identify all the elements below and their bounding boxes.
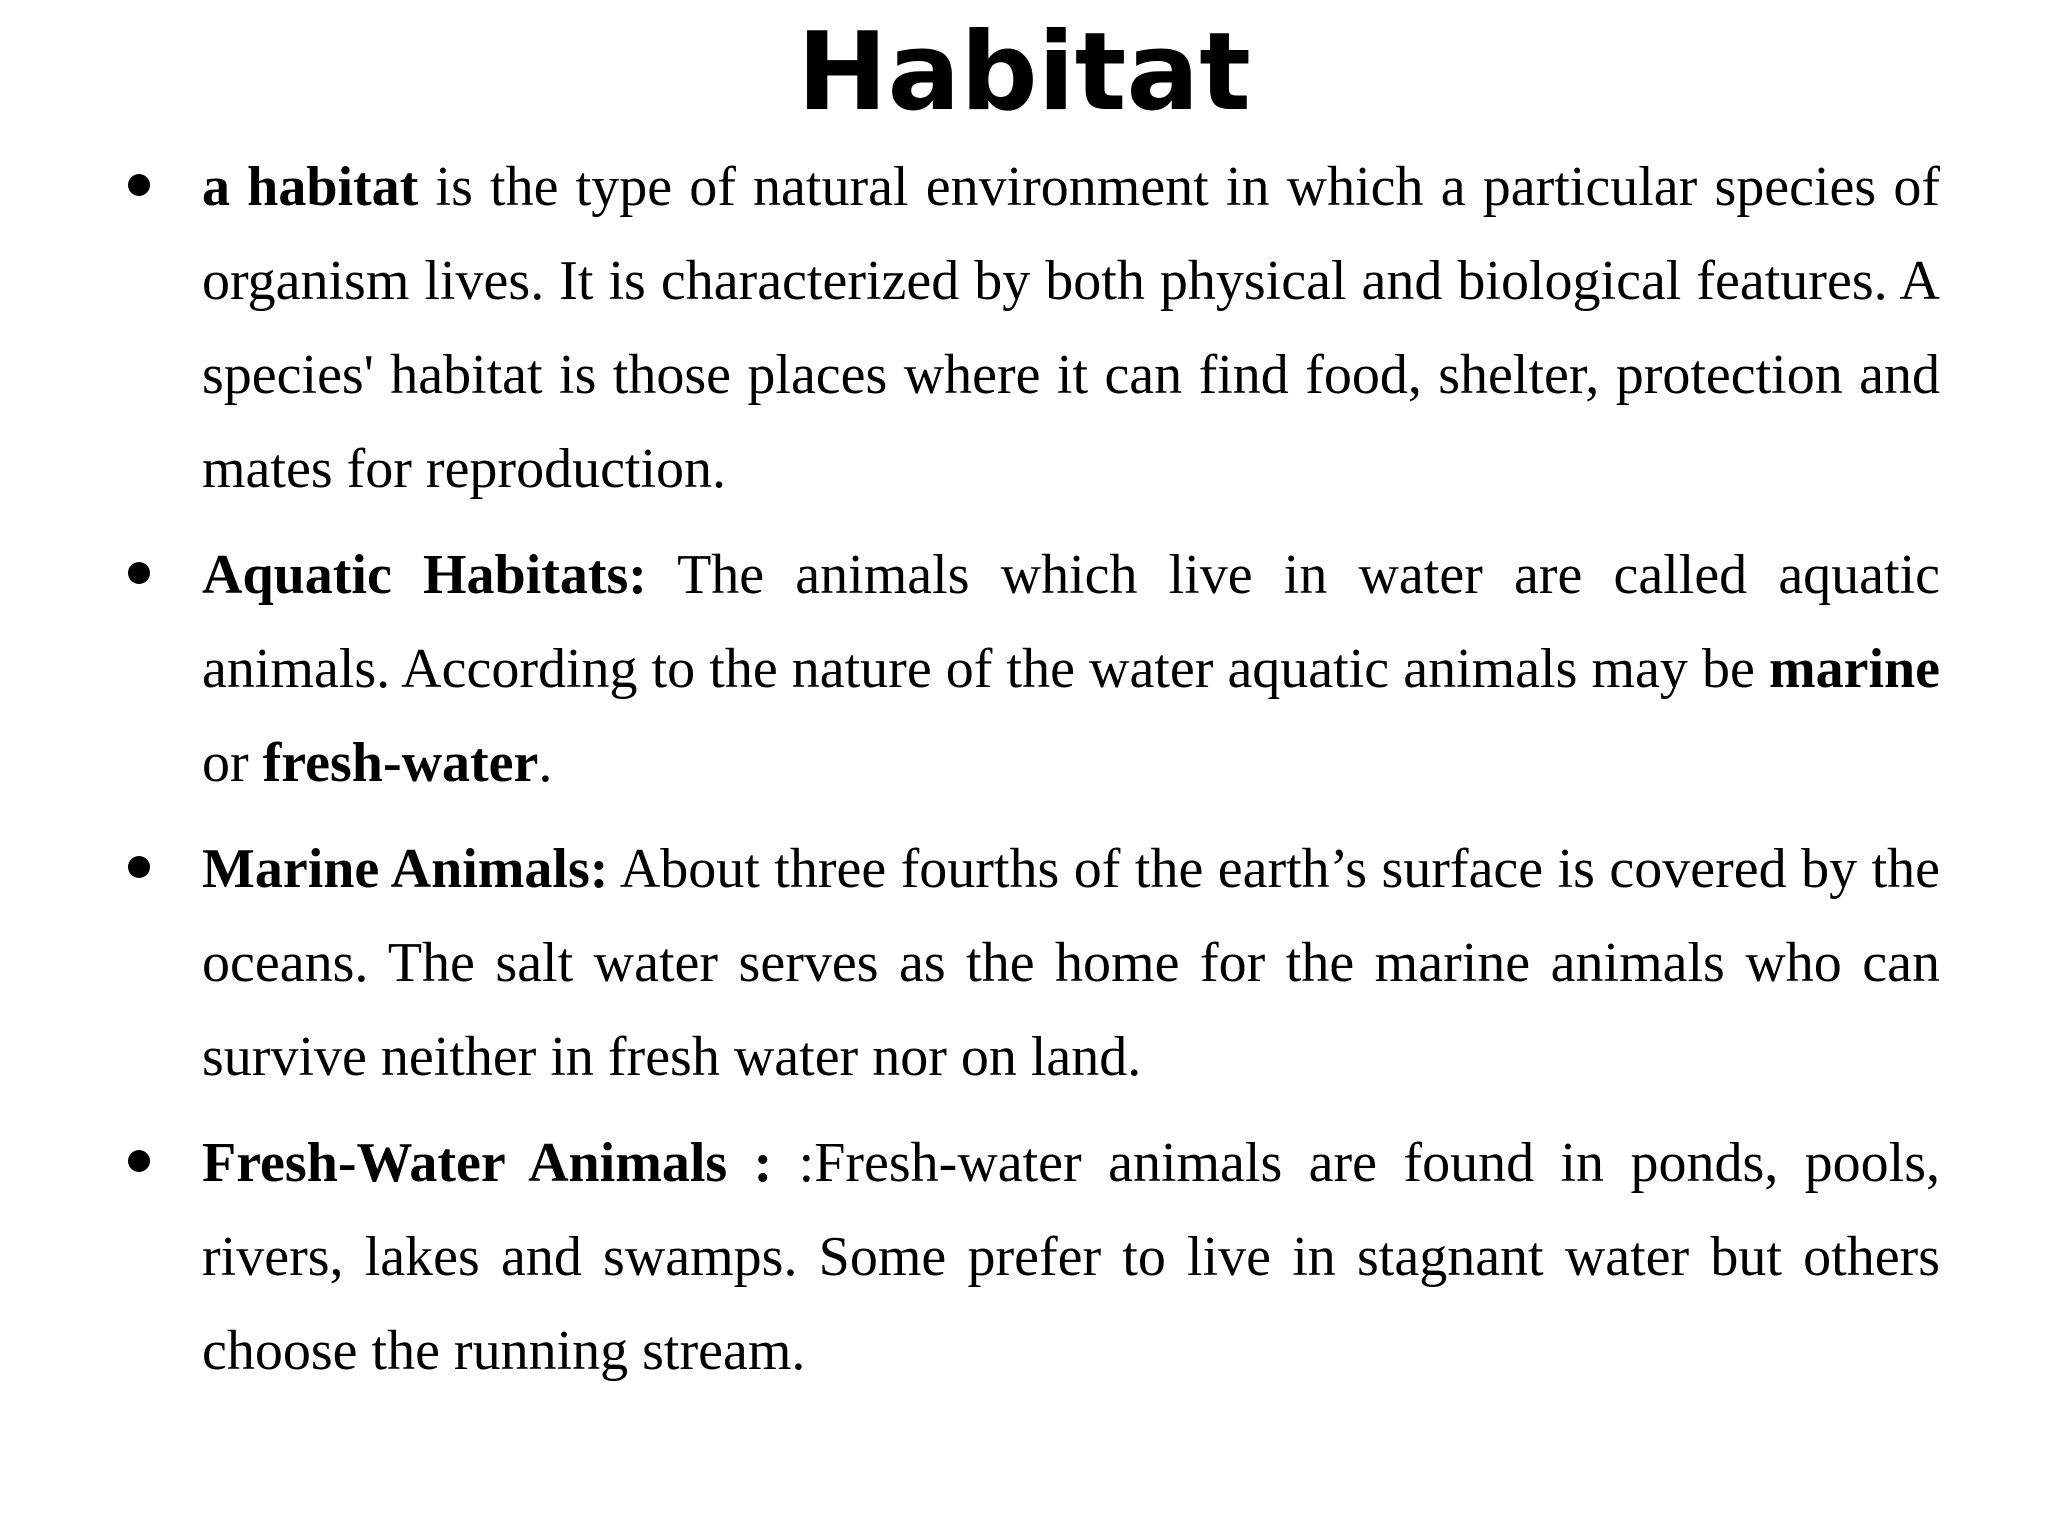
bullet-term-marine: marine bbox=[1768, 638, 1940, 700]
bullet-body: is the type of natural environment in which a particular species of organism lives. It is characterized by both physical and biological features. A species' habitat is those places where it can find food, shelter, protection and mates for reproduction. bbox=[202, 156, 1940, 500]
bullet-item-fresh-water-animals bbox=[120, 1116, 1940, 1398]
bullet-dot-icon bbox=[128, 562, 150, 584]
bullet-term: a habitat bbox=[202, 156, 419, 218]
bullet-item-habitat bbox=[120, 140, 1940, 516]
bullet-item-marine-animals bbox=[120, 822, 1940, 1104]
bullet-term: Aquatic Habitats: bbox=[202, 544, 647, 606]
bullet-text bbox=[202, 1132, 1940, 1382]
bullet-term: Fresh-Water Animals : bbox=[202, 1132, 773, 1194]
bullet-dot-icon bbox=[128, 1150, 150, 1172]
bullet-body-connector: or bbox=[202, 732, 263, 794]
bullet-body: About three fourths of the earth’s surface is covered by the oceans. The salt water serves as the home for the marine animals who can survive neither in fresh water nor on land. bbox=[202, 838, 1940, 1088]
slide-title: Habitat bbox=[797, 10, 1251, 135]
bullet-term: Marine Animals: bbox=[202, 838, 609, 900]
bullet-item-aquatic-habitats bbox=[120, 528, 1940, 810]
bullet-list bbox=[120, 140, 1940, 1410]
bullet-text bbox=[202, 156, 1940, 500]
bullet-term-fresh-water: fresh-water bbox=[262, 732, 539, 794]
bullet-text bbox=[202, 544, 1940, 794]
bullet-dot-icon bbox=[128, 174, 150, 196]
bullet-body-end: . bbox=[538, 732, 553, 794]
bullet-body: :Fresh-water animals are found in ponds, pools, rivers, lakes and swamps. Some prefer to live in stagnant water but others choose the running stream. bbox=[202, 1132, 1940, 1382]
bullet-text bbox=[202, 838, 1940, 1088]
bullet-dot-icon bbox=[128, 856, 150, 878]
bullet-body: The animals which live in water are called aquatic animals. According to the nature of the water aquatic animals may be bbox=[202, 544, 1941, 700]
